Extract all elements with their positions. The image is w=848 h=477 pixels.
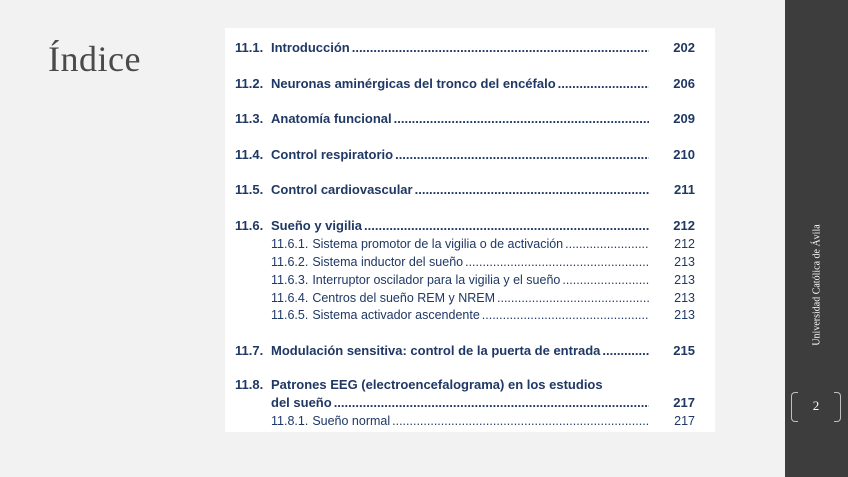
toc-entry-page: 202	[673, 40, 695, 55]
toc-entry-number: 11.4.	[235, 147, 264, 162]
toc-entry-number: 11.8.	[235, 377, 264, 392]
toc-entry-page: 213	[674, 255, 695, 269]
toc-leader-dots	[415, 182, 649, 197]
toc-leader-dots	[392, 414, 649, 428]
right-bracket-icon	[834, 392, 841, 422]
toc-entry-label: Modulación sensitiva: control de la puerta de entrada	[271, 343, 601, 358]
toc-entry-label: Patrones EEG (electroencefalograma) en los estudios	[271, 377, 603, 392]
toc-leader-dots	[352, 40, 649, 55]
toc-entry-page: 213	[674, 308, 695, 322]
toc-entry-page: 217	[673, 395, 695, 410]
toc-entry-number: 11.5.	[235, 182, 264, 197]
toc-subentry	[271, 410, 695, 428]
toc-entry-page: 217	[674, 414, 695, 428]
toc-entry-label: Control respiratorio	[271, 147, 394, 162]
toc-entry-number: 11.6.5.	[271, 308, 309, 322]
toc-leader-dots	[602, 343, 649, 358]
toc-leader-dots	[562, 273, 649, 287]
toc-subentry	[271, 287, 695, 305]
toc-entry-number: 11.6.3.	[271, 273, 309, 287]
toc-leader-dots	[395, 147, 649, 162]
page-number	[791, 392, 841, 420]
toc-entry-page: 213	[674, 291, 695, 305]
toc-entry-page: 209	[673, 111, 695, 126]
toc-entry	[235, 340, 695, 358]
toc-entry-page: 212	[674, 237, 695, 251]
toc-entry-label: Sistema promotor de la vigilia o de activación	[312, 237, 564, 251]
toc-entry-label: Centros del sueño REM y NREM	[312, 291, 496, 305]
toc-entry-continuation	[271, 392, 695, 410]
toc-entry-number: 11.7.	[235, 343, 264, 358]
toc-entry-label: Control cardiovascular	[271, 182, 413, 197]
toc-leader-dots	[465, 255, 649, 269]
toc-entry-number: 11.1.	[235, 40, 264, 55]
toc-entry-label: del sueño	[271, 395, 332, 410]
toc-subentry	[271, 251, 695, 269]
slide-title: Índice	[48, 39, 141, 79]
toc-entry-page: 211	[674, 182, 695, 197]
toc-entry-number: 11.2.	[235, 76, 264, 91]
toc-subentry	[271, 304, 695, 322]
toc-entry	[235, 73, 695, 91]
toc-entry	[235, 144, 695, 162]
toc-entry-label: Sueño normal	[312, 414, 391, 428]
toc-leader-dots	[497, 291, 649, 305]
toc-entry-number: 11.6.4.	[271, 291, 309, 305]
institution-label	[808, 220, 826, 350]
toc-leader-dots	[482, 308, 649, 322]
toc-entry-number: 11.6.	[235, 218, 264, 233]
toc-entry	[235, 37, 695, 55]
toc-subentry	[271, 269, 695, 287]
toc-entry	[235, 215, 695, 233]
toc-leader-dots	[558, 76, 649, 91]
toc-entry-page: 215	[673, 343, 695, 358]
toc-entry-page: 210	[673, 147, 695, 162]
toc-entry-page: 212	[673, 218, 695, 233]
toc-entry-label: Anatomía funcional	[271, 111, 392, 126]
left-bracket-icon	[791, 392, 798, 422]
toc-entry-number: 11.3.	[235, 111, 264, 126]
toc-entry-page: 213	[674, 273, 695, 287]
toc-entry-label: Interruptor oscilador para la vigilia y el sueño	[312, 273, 561, 287]
institution-name: Universidad Católica de Ávila	[811, 224, 823, 346]
page-number-value: 2	[812, 398, 820, 413]
toc-entry-number: 11.6.1.	[271, 237, 309, 251]
toc-entry-label: Sueño y vigilia	[271, 218, 363, 233]
toc-subentry	[271, 233, 695, 251]
toc-entry-number: 11.8.1.	[271, 414, 309, 428]
toc-entry-label: Sistema inductor del sueño	[312, 255, 464, 269]
toc-entry	[235, 179, 695, 197]
toc-leader-dots	[565, 237, 649, 251]
toc-entry-label: Introducción	[271, 40, 350, 55]
table-of-contents	[225, 28, 715, 432]
toc-leader-dots	[394, 111, 649, 126]
toc-entry-label: Neuronas aminérgicas del tronco del encéfalo	[271, 76, 556, 91]
toc-entry-label: Sistema activador ascendente	[312, 308, 480, 322]
toc-leader-dots	[364, 218, 649, 233]
toc-leader-dots	[334, 395, 649, 410]
toc-entry-number: 11.6.2.	[271, 255, 309, 269]
toc-entry	[235, 108, 695, 126]
toc-entry-page: 206	[673, 76, 695, 91]
toc-entry	[235, 374, 695, 392]
